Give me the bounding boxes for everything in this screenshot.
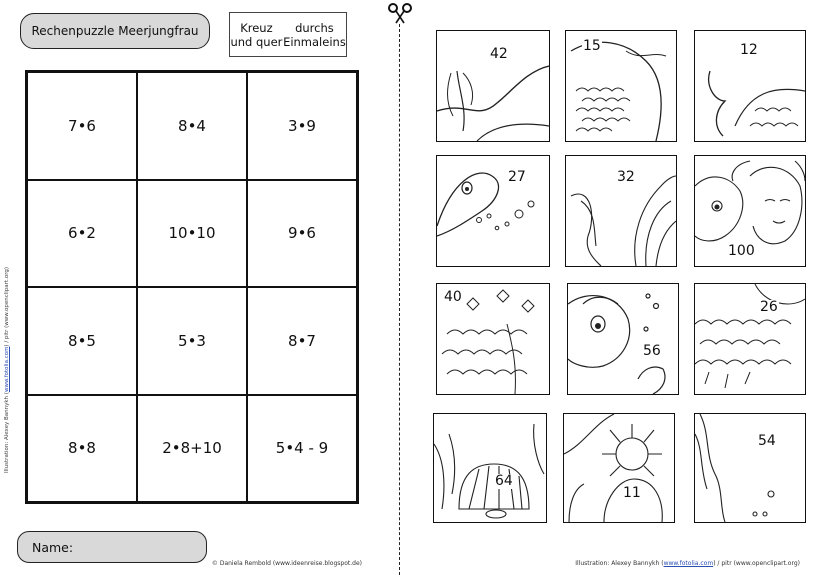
puzzle-tile[interactable] <box>433 413 547 523</box>
hair-bubbles-drawing <box>695 414 805 522</box>
tile-number: 12 <box>740 42 758 58</box>
illustration-credit-vertical <box>4 266 10 473</box>
task-cell: 8•4 <box>137 72 247 180</box>
task-cell: 2•8+10 <box>137 395 247 503</box>
tile-number: 42 <box>490 46 508 62</box>
puzzle-tile[interactable] <box>565 155 677 267</box>
tile-number: 26 <box>760 299 778 315</box>
author-credit: © Daniela Rembold (www.ideenreise.blogspot.de) <box>211 560 362 567</box>
cut-line <box>399 24 400 575</box>
coral-drawing <box>695 284 805 394</box>
puzzle-tile[interactable] <box>436 155 550 267</box>
tile-number: 11 <box>623 485 641 501</box>
puzzle-tile[interactable] <box>567 283 679 395</box>
side-credit-prefix: Illustration: Alexey Bannykh ( <box>4 392 10 473</box>
tile-number: 27 <box>508 169 526 185</box>
tile-number: 40 <box>444 289 462 305</box>
puzzle-tile[interactable] <box>563 413 675 523</box>
side-credit-link[interactable]: www.fotolia.com <box>4 346 10 393</box>
puzzle-tile[interactable] <box>694 283 806 395</box>
task-cell: 5•4 - 9 <box>247 395 357 503</box>
task-grid <box>25 70 359 504</box>
task-cell: 5•3 <box>137 287 247 395</box>
puzzle-tile[interactable] <box>694 155 806 267</box>
credit-suffix: ) / pitr (www.openclipart.org) <box>713 560 800 567</box>
puzzle-tile[interactable] <box>694 30 806 142</box>
task-cell: 9•6 <box>247 180 357 288</box>
task-cell: 7•6 <box>27 72 137 180</box>
subtitle-line-1: Kreuz und quer <box>230 20 283 49</box>
name-field[interactable]: Name: <box>17 531 207 563</box>
tile-number: 32 <box>617 169 635 185</box>
credit-link[interactable]: www.fotolia.com <box>663 560 714 567</box>
fish-head-drawing <box>437 156 549 266</box>
subtitle-line-2: durchs Einmaleins <box>283 20 346 49</box>
tile-number: 64 <box>495 473 513 489</box>
tile-number: 15 <box>583 38 601 54</box>
tile-number: 56 <box>643 343 661 359</box>
worksheet-title: Rechenpuzzle Meerjungfrau <box>20 13 210 49</box>
task-cell: 10•10 <box>137 180 247 288</box>
task-cell: 8•7 <box>247 287 357 395</box>
sea-anemone-drawing <box>564 414 674 522</box>
task-cell: 8•5 <box>27 287 137 395</box>
tile-number: 100 <box>728 243 755 259</box>
puzzle-tile[interactable] <box>436 30 550 142</box>
task-cell: 6•2 <box>27 180 137 288</box>
seashell-drawing <box>434 414 546 522</box>
illustration-credit <box>575 560 800 567</box>
puzzle-tile[interactable] <box>694 413 806 523</box>
credit-prefix: Illustration: Alexey Bannykh ( <box>575 560 664 567</box>
task-cell: 3•9 <box>247 72 357 180</box>
scissors-icon <box>387 2 413 24</box>
task-cell: 8•8 <box>27 395 137 503</box>
puzzle-tile[interactable] <box>565 30 677 142</box>
side-credit-suffix: ) / pitr (www.openclipart.org) <box>4 266 10 347</box>
tile-number: 54 <box>758 433 776 449</box>
fish-face-drawing <box>568 284 678 394</box>
worksheet-subtitle <box>229 12 347 57</box>
puzzle-tile[interactable] <box>436 283 550 395</box>
